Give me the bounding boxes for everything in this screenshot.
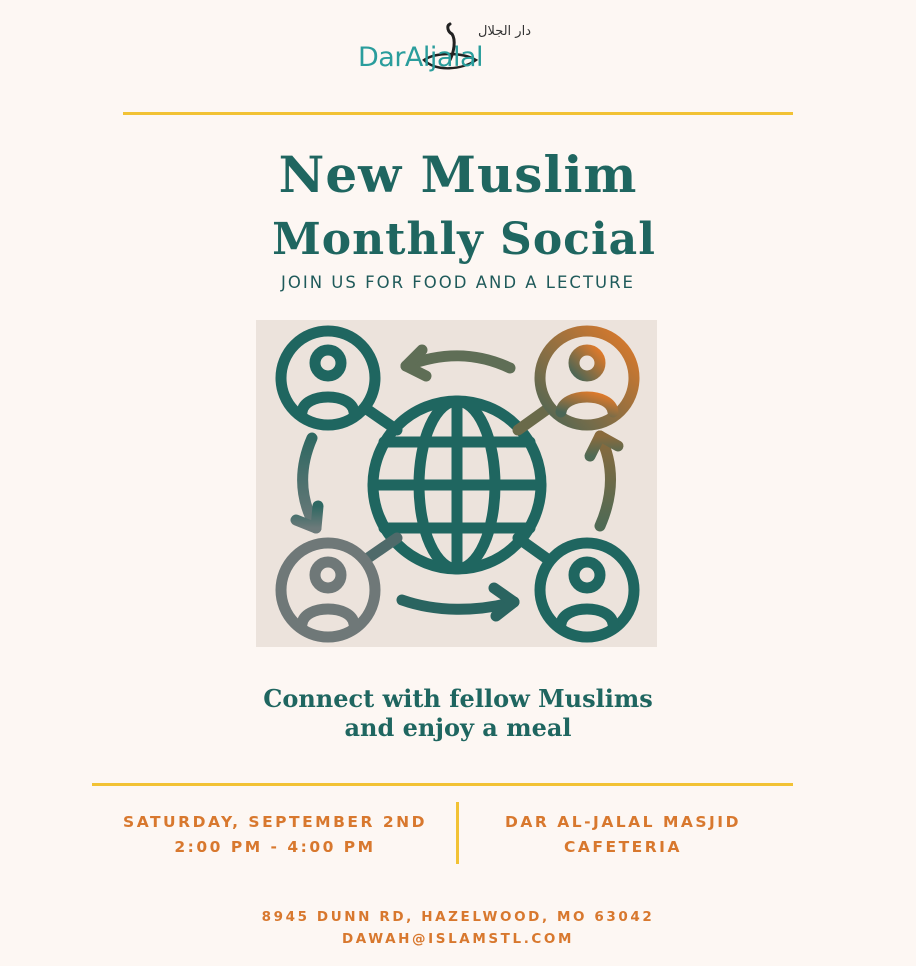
top-divider (123, 112, 793, 115)
subtitle: JOIN US FOR FOOD AND A LECTURE (280, 273, 635, 292)
logo (350, 10, 560, 78)
tagline-line-1: Connect with fellow Muslims (263, 684, 653, 713)
arrow-icon (590, 436, 618, 526)
arrow-icon (402, 588, 514, 616)
location-line-1: DAR AL-JALAL MASJID (505, 813, 741, 831)
event-time: 2:00 PM - 4:00 PM (174, 838, 376, 856)
person-icon (540, 331, 634, 425)
tagline-line-2: and enjoy a meal (344, 713, 572, 742)
arrow-icon (296, 438, 318, 528)
title-line-2: Monthly Social (272, 214, 656, 265)
person-icon (281, 331, 375, 425)
event-location (462, 810, 784, 860)
tagline (0, 684, 916, 742)
title-line-1: New Muslim (278, 145, 638, 204)
network-illustration (256, 320, 657, 647)
vertical-divider (456, 802, 459, 864)
arrow-icon (406, 350, 510, 376)
event-date: SATURDAY, SEPTEMBER 2ND (123, 813, 427, 831)
logo-arabic-text: دار الجلال (478, 24, 531, 39)
bottom-divider (92, 783, 793, 786)
location-line-2: CAFETERIA (564, 838, 682, 856)
person-icon (540, 543, 634, 637)
address: 8945 DUNN RD, HAZELWOOD, MO 63042 (261, 909, 655, 925)
contact-info (0, 906, 916, 950)
event-date-time (92, 810, 458, 860)
person-icon (281, 543, 375, 637)
email-link[interactable]: DAWAH@ISLAMSTL.COM (341, 931, 575, 947)
logo-text: DarAljalal (358, 42, 484, 73)
